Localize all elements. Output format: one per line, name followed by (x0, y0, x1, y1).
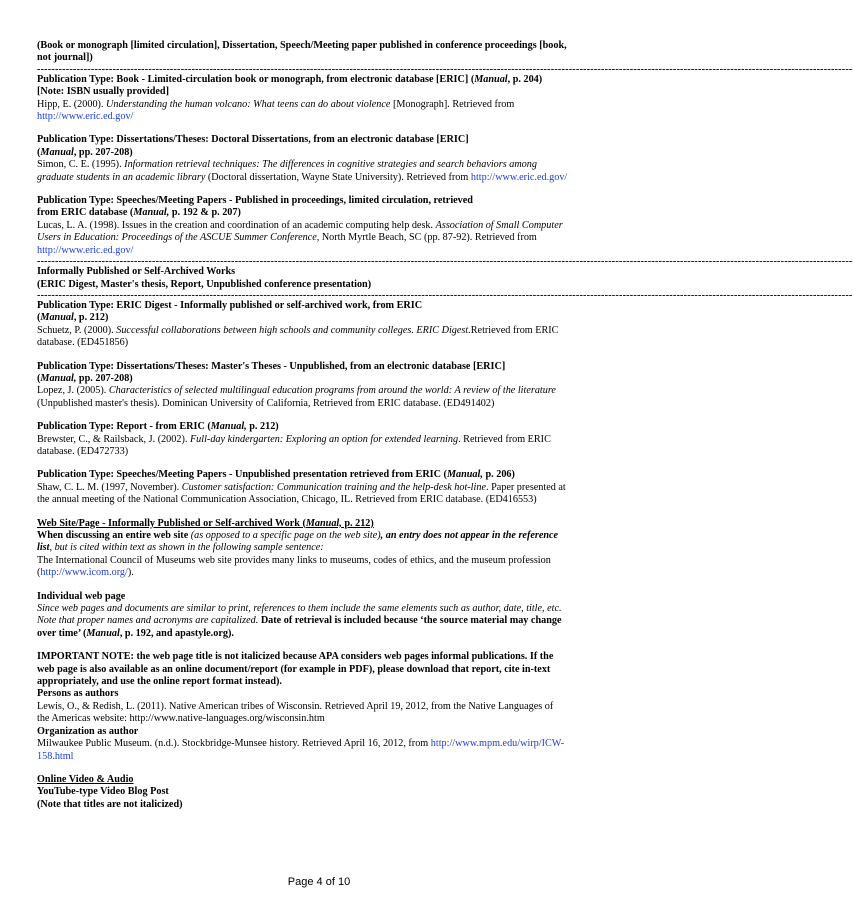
separator-rule: ----------------------------------------------------------------------------------------------------------------------------------------------------------------------------------------------------------------------------------- (37, 63, 853, 75)
document-page (37, 40, 853, 811)
masters-reference-2: (Unpublished master's thesis). Dominican University of California, Retrieved from ERIC database. (ED491402) (37, 397, 495, 409)
website-rule-2: list, but is cited within text as shown in the following sample sentence: (37, 542, 324, 554)
digest-reference-1: Schuetz, P. (2000). Successful collaborations between high schools and community colleges. ERIC Digest.Retrieved from ERIC (37, 324, 559, 336)
icom-link[interactable]: http://www.icom.org/ (40, 567, 128, 579)
persons-reference-1: Lewis, O., & Redish, L. (2011). Native American tribes of Wisconsin. Retrieved April 19, 2012, from the Native Languages of (37, 700, 554, 712)
website-rule-1: When discussing an entire web site (as opposed to a specific page on the web site), an entry does not appear in the reference (37, 530, 559, 541)
webpage-rule-2: Note that proper names and acronyms are capitalized. Date of retrieval is included because ‘the source material may change (37, 615, 562, 627)
diss-reference-1: Simon, C. E. (1995). Information retrieval techniques: The differences in cognitive strategies and search behaviors among (37, 159, 537, 171)
important-note-2: web page is also available as an online document/report (for example in PDF), please download that report, cite in-text (37, 663, 551, 675)
diss-eric-link[interactable]: http://www.eric.ed.gov/ (470, 171, 568, 183)
mpm-link-cont[interactable]: 158.html (37, 750, 74, 762)
unpub-reference-2: the annual meeting of the National Communication Association, Chicago, IL. Retrieved from ERIC database. (ED416553) (37, 494, 537, 506)
digest-reference-2: database. (ED451856) (37, 337, 129, 349)
book-heading: Publication Type: Book - Limited-circulation book or monograph, from electronic database [ERIC] (Manual, p. 204) (37, 73, 543, 85)
important-note-3: appropriately, and use the online report format instead). (37, 676, 282, 688)
webpage-rule-1: Since web pages and documents are similar to print, references to them include the same elements such as author, date, title, etc. (37, 603, 562, 615)
separator-rule: ----------------------------------------------------------------------------------------------------------------------------------------------------------------------------------------------------------------------------------- (37, 289, 853, 301)
speech-reference-2: Users in Education: Proceedings of the ASCUE Summer Conference, North Myrtle Beach, SC (pp. 87-92). Retrieved from (37, 232, 537, 244)
persons-heading: Persons as authors (37, 688, 119, 700)
webpage-heading: Individual web page (37, 590, 126, 602)
website-example-1: The International Council of Museums web site provides many links to museums, codes of ethics, and the museum profession (37, 554, 551, 566)
diss-manual: (Manual, pp. 207-208) (37, 146, 133, 158)
masters-heading: Publication Type: Dissertations/Theses: Master's Theses - Unpublished, from an electronic database [ERIC] (37, 360, 506, 372)
book-note: [Note: ISBN usually provided] (37, 86, 169, 98)
important-note-1: IMPORTANT NOTE: the web page title is not italicized because APA considers web pages informal publications. If the (37, 651, 554, 663)
report-heading: Publication Type: Report - from ERIC (Manual, p. 212) (37, 421, 279, 433)
org-heading: Organization as author (37, 725, 139, 737)
digest-manual: (Manual, p. 212) (37, 312, 109, 324)
video-note: (Note that titles are not italicized) (37, 798, 183, 810)
book-reference: Hipp, E. (2000). Understanding the human volcano: What teens can do about violence [Monograph]. Retrieved from (37, 98, 515, 110)
speech-eric-link[interactable]: http://www.eric.ed.gov/ (37, 244, 134, 256)
org-reference-1: Milwaukee Public Museum. (n.d.). Stockbridge-Munsee history. Retrieved April 16, 2012, from http://www.mpm.edu/wirp/ICW- (37, 738, 565, 750)
book-eric-link[interactable]: http://www.eric.ed.gov/ (37, 111, 134, 123)
page-number: Page 4 of 10 (287, 876, 351, 888)
mpm-link[interactable]: http://www.mpm.edu/wirp/ICW- (430, 738, 565, 750)
website-heading: Web Site/Page - Informally Published or Self-archived Work (Manual, p. 212) (37, 517, 374, 529)
video-subheading: YouTube-type Video Blog Post (37, 786, 169, 798)
separator-rule: ----------------------------------------------------------------------------------------------------------------------------------------------------------------------------------------------------------------------------------- (37, 256, 853, 268)
unpub-reference-1: Shaw, C. L. M. (1997, November). Customer satisfaction: Communication training and the help-desk hot-line. Paper presented at (37, 481, 566, 493)
masters-manual: (Manual, pp. 207-208) (37, 372, 133, 384)
video-heading: Online Video & Audio (37, 773, 134, 785)
speech-reference-1: Lucas, L. A. (1998). Issues in the creation and coordination of an academic computing help desk. Association of Small Computer (37, 219, 563, 231)
intro-line-2: not journal]) (37, 52, 93, 64)
informal-subheading: (ERIC Digest, Master's thesis, Report, Unpublished conference presentation) (37, 278, 372, 290)
diss-reference-2: graduate students in an academic library (Doctoral dissertation, Wayne State University). Retrieved from http://www.eric.ed.gov/ (37, 171, 568, 183)
persons-reference-2: the Americas website: http://www.native-languages.org/wisconsin.htm (37, 713, 325, 725)
speech-heading: Publication Type: Speeches/Meeting Papers - Published in proceedings, limited circulation, retrieved (37, 195, 473, 207)
intro-line-1: (Book or monograph [limited circulation], Dissertation, Speech/Meeting paper published in conference proceedings [book, (37, 40, 567, 51)
masters-reference-1: Lopez, J. (2005). Characteristics of selected multilingual education programs from around the world: A review of the literature (37, 385, 556, 397)
report-reference-2: database. (ED472733) (37, 445, 129, 457)
unpub-heading: Publication Type: Speeches/Meeting Papers - Unpublished presentation retrieved from ERIC (Manual, p. 206) (37, 469, 515, 481)
speech-heading-2: from ERIC database (Manual, p. 192 & p. 207) (37, 207, 241, 219)
diss-heading: Publication Type: Dissertations/Theses: Doctoral Dissertations, from an electronic database [ERIC] (37, 134, 469, 146)
informal-heading: Informally Published or Self-Archived Works (37, 266, 236, 278)
digest-heading: Publication Type: ERIC Digest - Informally published or self-archived work, from ERIC (37, 299, 423, 311)
report-reference-1: Brewster, C., & Railsback, J. (2002). Full-day kindergarten: Exploring an option for extended learning. Retrieved from ERIC (37, 433, 551, 445)
webpage-rule-3: over time’ (Manual, p. 192, and apastyle.org). (37, 627, 234, 639)
website-example-2: (http://www.icom.org/). (37, 567, 134, 579)
